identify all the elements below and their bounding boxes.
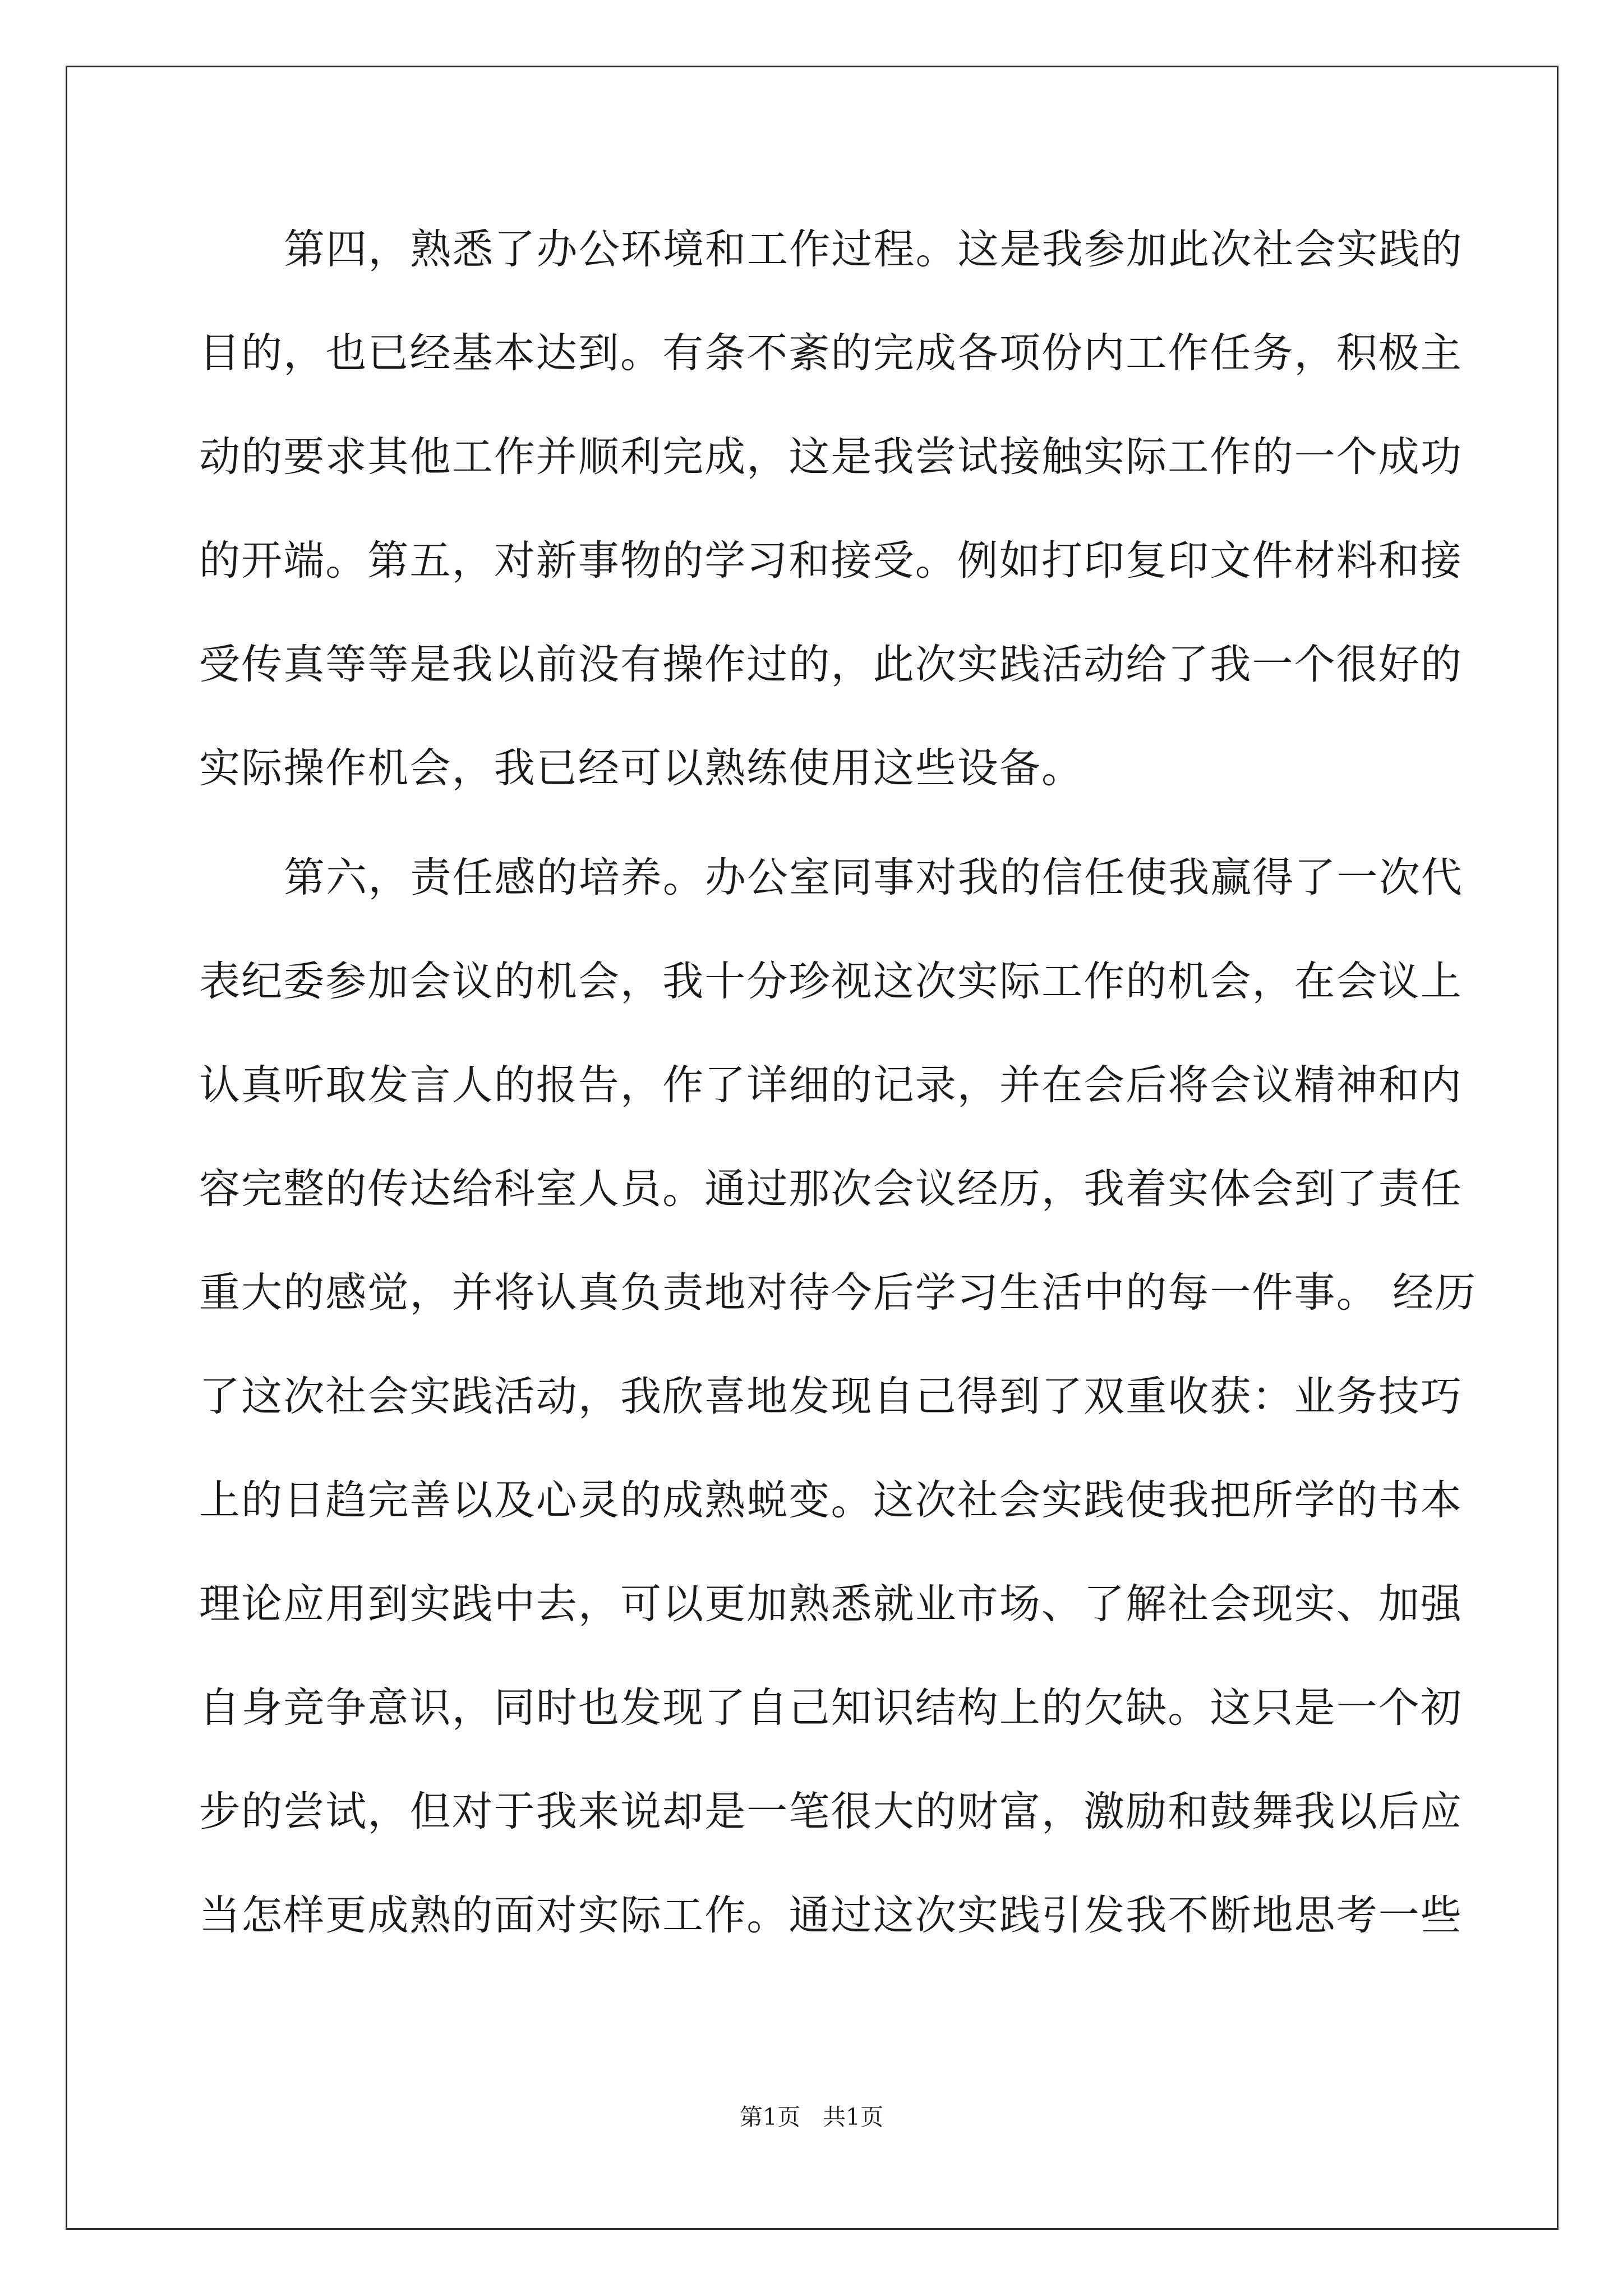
- text-line: 第四，熟悉了办公环境和工作过程。这是我参加此次社会实践的: [284, 226, 1463, 273]
- text-line: 步的尝试，但对于我来说却是一笔很大的财富，激励和鼓舞我以后应: [199, 1788, 1463, 1835]
- text-line: 当怎样更成熟的面对实际工作。通过这次实践引发我不断地思考一些: [199, 1892, 1463, 1939]
- page-footer: [0, 2100, 1623, 2134]
- text-line: 实际操作机会，我已经可以熟练使用这些设备。: [199, 744, 1084, 792]
- text-line: 第六，责任感的培养。办公室同事对我的信任使我赢得了一次代: [284, 854, 1463, 901]
- text-line: 重大的感觉，并将认真负责地对待今后学习生活中的每一件事。 经历: [199, 1269, 1477, 1317]
- text-line: 自身竞争意识，同时也发现了自己知识结构上的欠缺。这只是一个初: [199, 1684, 1463, 1732]
- text-line: 受传真等等是我以前没有操作过的，此次实践活动给了我一个很好的: [199, 641, 1463, 688]
- page-number: 第1页: [739, 2104, 800, 2131]
- text-line: 理论应用到实践中去，可以更加熟悉就业市场、了解社会现实、加强: [199, 1580, 1463, 1628]
- text-line: 表纪委参加会议的机会，我十分珍视这次实际工作的机会，在会议上: [199, 958, 1463, 1005]
- text-line: 认真听取发言人的报告，作了详细的记录，并在会后将会议精神和内: [199, 1061, 1463, 1109]
- page-count: 共1页: [823, 2104, 884, 2131]
- text-line: 了这次社会实践活动，我欣喜地发现自己得到了双重收获：业务技巧: [199, 1373, 1463, 1420]
- text-line: 容完整的传达给科室人员。通过那次会议经历，我着实体会到了责任: [199, 1165, 1463, 1213]
- body-text: [199, 216, 1477, 1986]
- text-line: 目的，也已经基本达到。有条不紊的完成各项份内工作任务，积极主: [199, 329, 1463, 377]
- text-line: 动的要求其他工作并顺利完成，这是我尝试接触实际工作的一个成功: [199, 433, 1463, 481]
- text-line: 的开端。第五，对新事物的学习和接受。例如打印复印文件材料和接: [199, 537, 1463, 585]
- text-line: 上的日趋完善以及心灵的成熟蜕变。这次社会实践使我把所学的书本: [199, 1476, 1463, 1524]
